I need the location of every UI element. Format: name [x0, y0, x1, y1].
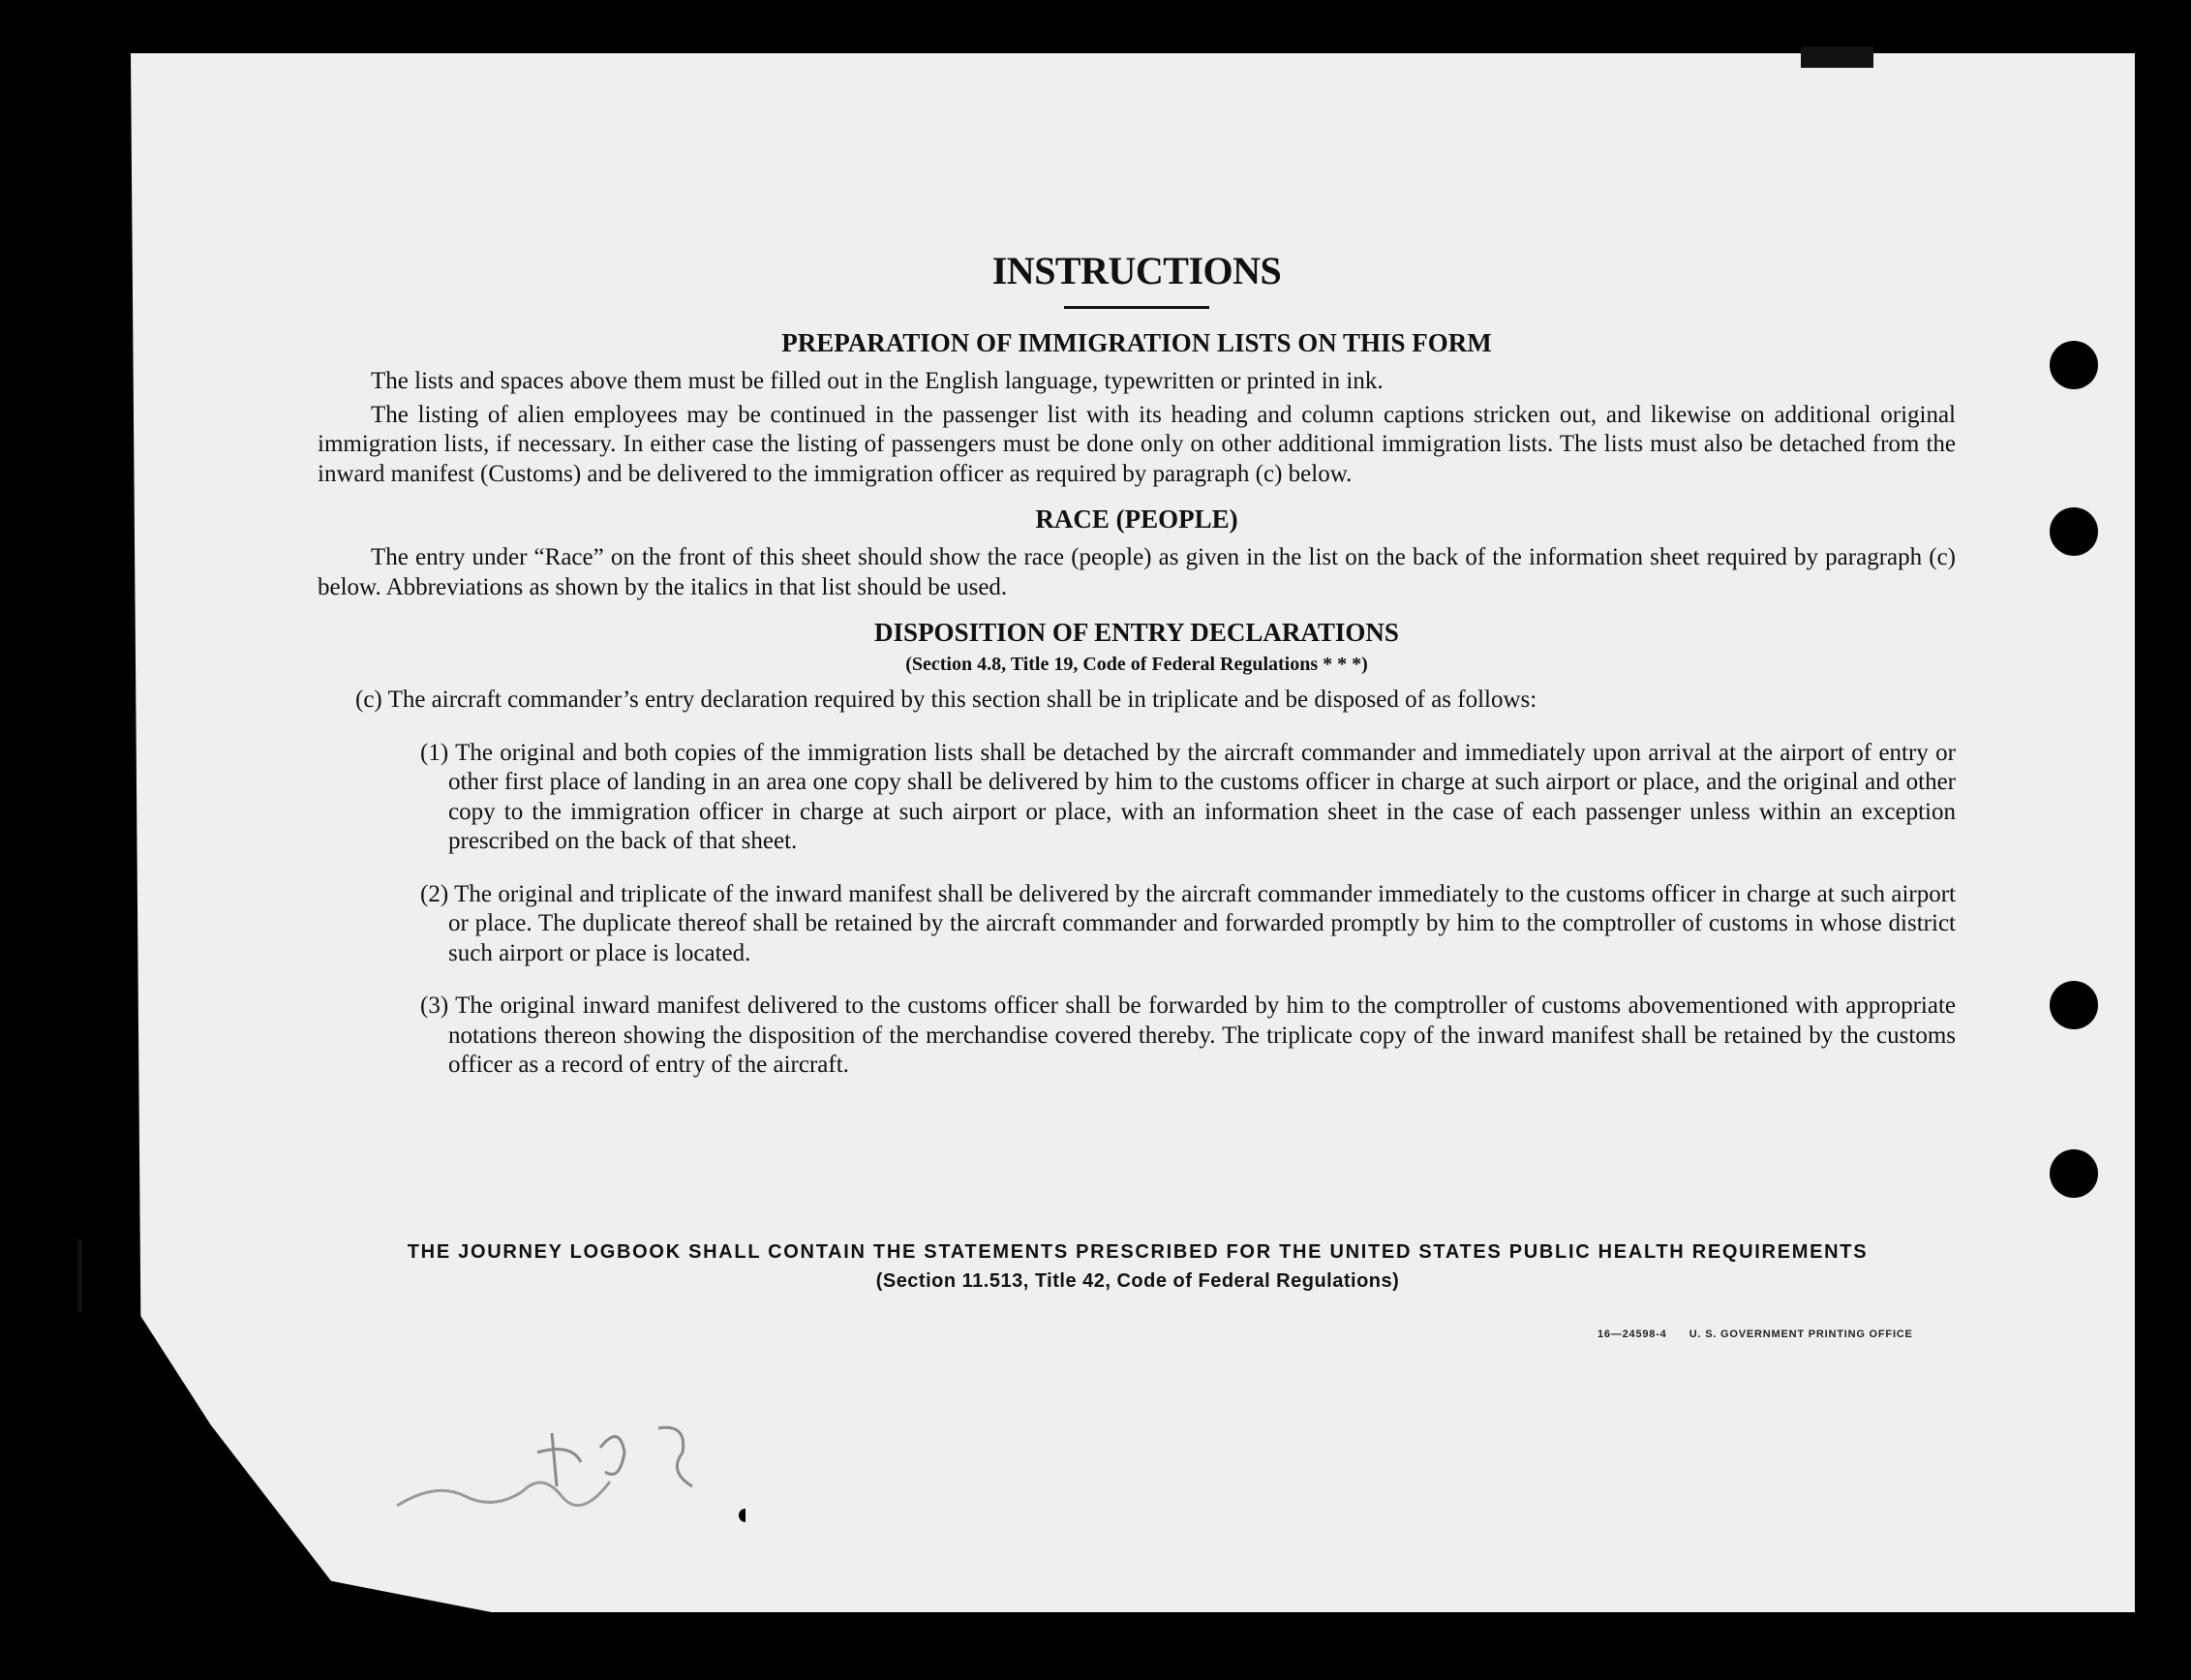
item-label: (2)	[420, 880, 449, 907]
page-title: INSTRUCTIONS	[991, 249, 1282, 292]
item-text: The original and triplicate of the inward manifest shall be delivered by the aircraft commander immediately to the customs officer in charge at such airport or place. The duplicate thereof shall be retained by the aircraft commander and forwarded promptly by him to the comptroller of customs in whose district such airport or place is located.	[448, 880, 1956, 966]
handwritten-signature	[378, 1414, 746, 1540]
preparation-paragraph-2: The listing of alien employees may be continued in the passenger list with its heading and column captions stricken out, and likewise on additional original immigration lists, if necessary. In either case the listing of passengers must be done only on other additional immigration lists. The lists must also be detached from the inward manifest (Customs) and be delivered to the immigration officer as required by paragraph (c) below.	[318, 401, 1956, 487]
item-text: The original and both copies of the immigration lists shall be detached by the aircraft commander and immediately upon arrival at the airport of entry or other first place of landing in an area one copy shall be delivered by him to the customs officer in charge at such airport or place, and the original and other copy to the immigration officer in charge at such airport or place, with an information sheet in the case of each passenger unless within an exception prescribed on the back of that sheet.	[448, 739, 1956, 854]
item-text: The original inward manifest delivered to the customs officer shall be forwarded by him to the comptroller of customs abovementioned with appropriate notations thereon showing the disposition of the merchandise covered thereby. The triplicate copy of the inward manifest shall be retained by the customs officer as a record of entry of the aircraft.	[448, 993, 1956, 1078]
punch-hole	[2050, 981, 2098, 1029]
torn-edge-mark	[1801, 46, 1873, 68]
punch-hole	[2050, 1149, 2098, 1198]
punch-hole	[2050, 507, 2098, 556]
health-statement: THE JOURNEY LOGBOOK SHALL CONTAIN THE STATEMENTS PRESCRIBED FOR THE UNITED STATES PUBLIC HEALTH REQUIREMENTS	[407, 1241, 1869, 1263]
edge-mark	[77, 1239, 82, 1312]
title-underline	[1064, 306, 1209, 309]
item-label: (3)	[420, 993, 449, 1019]
clause-label: (c)	[355, 687, 382, 713]
preparation-heading: PREPARATION OF IMMIGRATION LISTS ON THIS FORM	[781, 328, 1492, 357]
printer-imprint	[1598, 1329, 1913, 1340]
instructions-body	[318, 242, 1956, 1081]
health-citation: (Section 11.513, Title 42, Code of Federal Regulations)	[875, 1270, 1400, 1292]
preparation-paragraph-1: The lists and spaces above them must be filled out in the English language, typewritten or printed in ink.	[371, 368, 1384, 394]
clause-text: The aircraft commander’s entry declaration required by this section shall be in triplicate and be disposed of as follows:	[387, 687, 1537, 713]
printer-name: U. S. GOVERNMENT PRINTING OFFICE	[1689, 1329, 1913, 1340]
list-item	[420, 739, 1956, 857]
race-heading: RACE (PEOPLE)	[1035, 504, 1238, 534]
punch-hole	[2050, 341, 2098, 389]
disposition-heading: DISPOSITION OF ENTRY DECLARATIONS	[874, 618, 1399, 647]
item-label: (1)	[420, 739, 449, 766]
disposition-citation: (Section 4.8, Title 19, Code of Federal Regulations * * *)	[905, 654, 1368, 675]
race-paragraph: The entry under “Race” on the front of this sheet should show the race (people) as given in the list on the back of the information sheet required by paragraph (c) below. Abbreviations as shown by the italics in that list should be used.	[318, 544, 1956, 600]
health-requirements	[320, 1237, 1956, 1296]
clause-c	[318, 686, 1956, 716]
list-item	[420, 880, 1956, 969]
printer-code: 16—24598-4	[1598, 1329, 1667, 1340]
list-item	[420, 992, 1956, 1081]
